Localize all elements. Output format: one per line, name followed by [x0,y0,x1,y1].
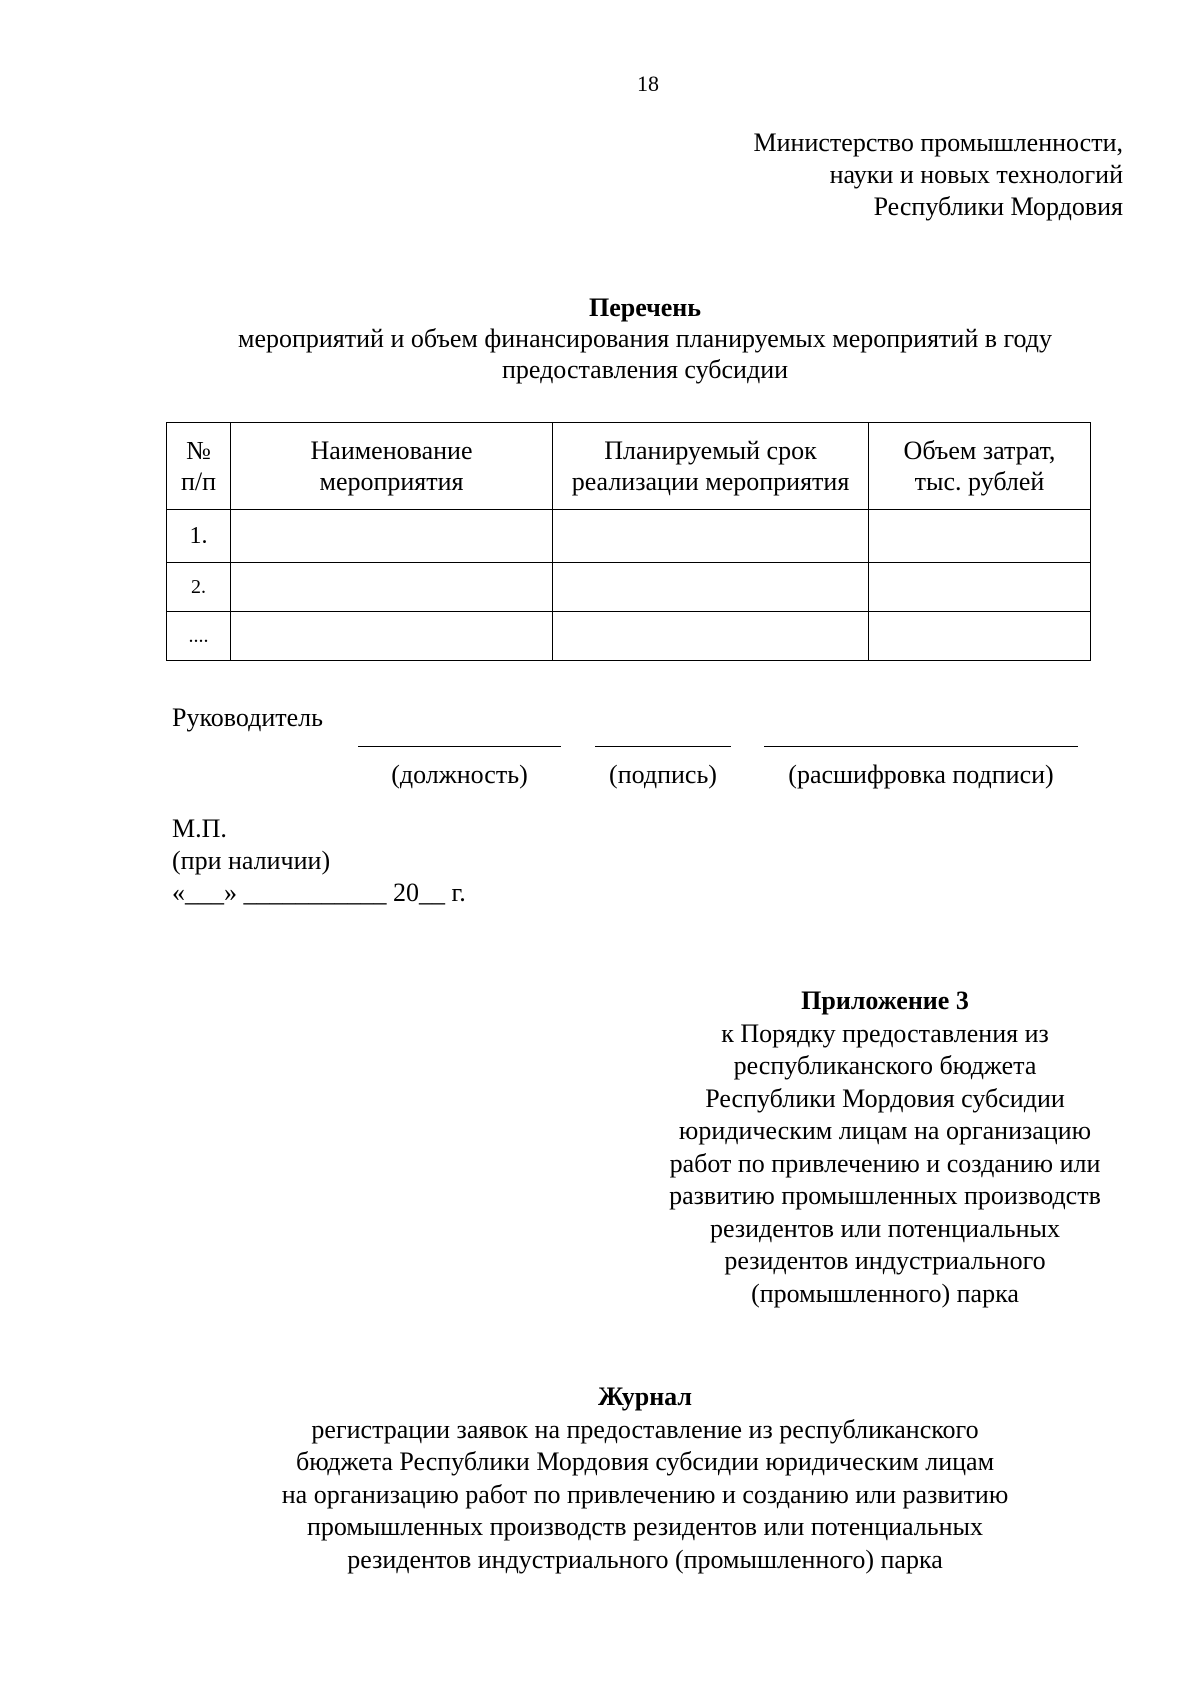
stamp-date-block [172,813,466,909]
signature-decoding-line [764,746,1078,747]
header-planned-term: Планируемый срок реализации мероприятия [553,423,869,510]
signature-decoding-caption: (расшифровка подписи) [788,760,1054,789]
header-event-name: Наименование мероприятия [231,423,553,510]
row-planned-term [553,510,869,563]
appendix-line: к Порядку предоставления из [721,1018,1049,1048]
row-cost [869,612,1091,661]
row-number: 2. [167,563,231,612]
row-event-name [231,563,553,612]
ministry-line: науки и новых технологий [829,160,1123,189]
table-row [167,563,1091,612]
row-number: .... [167,612,231,661]
row-cost [869,510,1091,563]
signature-label: Руководитель [172,703,323,732]
appendix-line: республиканского бюджета [733,1051,1037,1080]
list-heading [150,292,1140,385]
row-planned-term [553,612,869,661]
position-caption: (должность) [391,760,528,789]
ministry-address-block [600,127,1123,223]
appendix-title: Приложение 3 [801,986,969,1015]
position-line [358,746,561,747]
table-row [167,510,1091,563]
header-cost: Объем затрат, тыс. рублей [869,423,1091,510]
signature-line [595,746,731,747]
journal-line: резидентов индустриального (промышленного) парка [347,1544,943,1574]
row-planned-term [553,563,869,612]
stamp-note: (при наличии) [172,846,331,875]
row-event-name [231,510,553,563]
appendix-line: работ по привлечению и созданию или [669,1148,1101,1178]
header-number: № п/п [167,423,231,510]
signature-block [172,703,1092,803]
appendix-line: резидентов или потенциальных [709,1213,1061,1243]
ministry-line: Министерство промышленности, [753,128,1123,157]
signature-caption: (подпись) [609,760,717,789]
list-title: Перечень [588,293,702,322]
table-header-row [167,423,1091,510]
journal-title: Журнал [598,1382,692,1411]
page-number: 18 [637,71,659,96]
journal-heading [150,1381,1140,1576]
row-cost [869,563,1091,612]
row-event-name [231,612,553,661]
table-row [167,612,1091,661]
journal-line: регистрации заявок на предоставление из республиканского [311,1414,979,1444]
appendix-line: развитию промышленных производств [669,1181,1101,1210]
journal-line: бюджета Республики Мордовия субсидии юридическим лицам [295,1447,995,1476]
list-subtitle-line: предоставления субсидии [501,355,789,384]
journal-line: на организацию работ по привлечению и созданию или развитию [281,1479,1009,1509]
appendix-header [630,985,1140,1310]
events-table [166,422,1091,661]
appendix-line: Республики Мордовия субсидии [705,1083,1065,1113]
date-field: «___» ___________ 20__ г. [172,878,466,907]
appendix-line: юридическим лицам на организацию [678,1116,1092,1145]
list-subtitle-line: мероприятий и объем финансирования планируемых мероприятий в году [237,324,1053,353]
row-number: 1. [167,510,231,563]
stamp-label: М.П. [172,814,227,843]
journal-line: промышленных производств резидентов или потенциальных [306,1512,984,1541]
ministry-line: Республики Мордовия [873,192,1123,221]
appendix-line: (промышленного) парка [751,1278,1019,1308]
appendix-line: резидентов индустриального [724,1246,1046,1275]
